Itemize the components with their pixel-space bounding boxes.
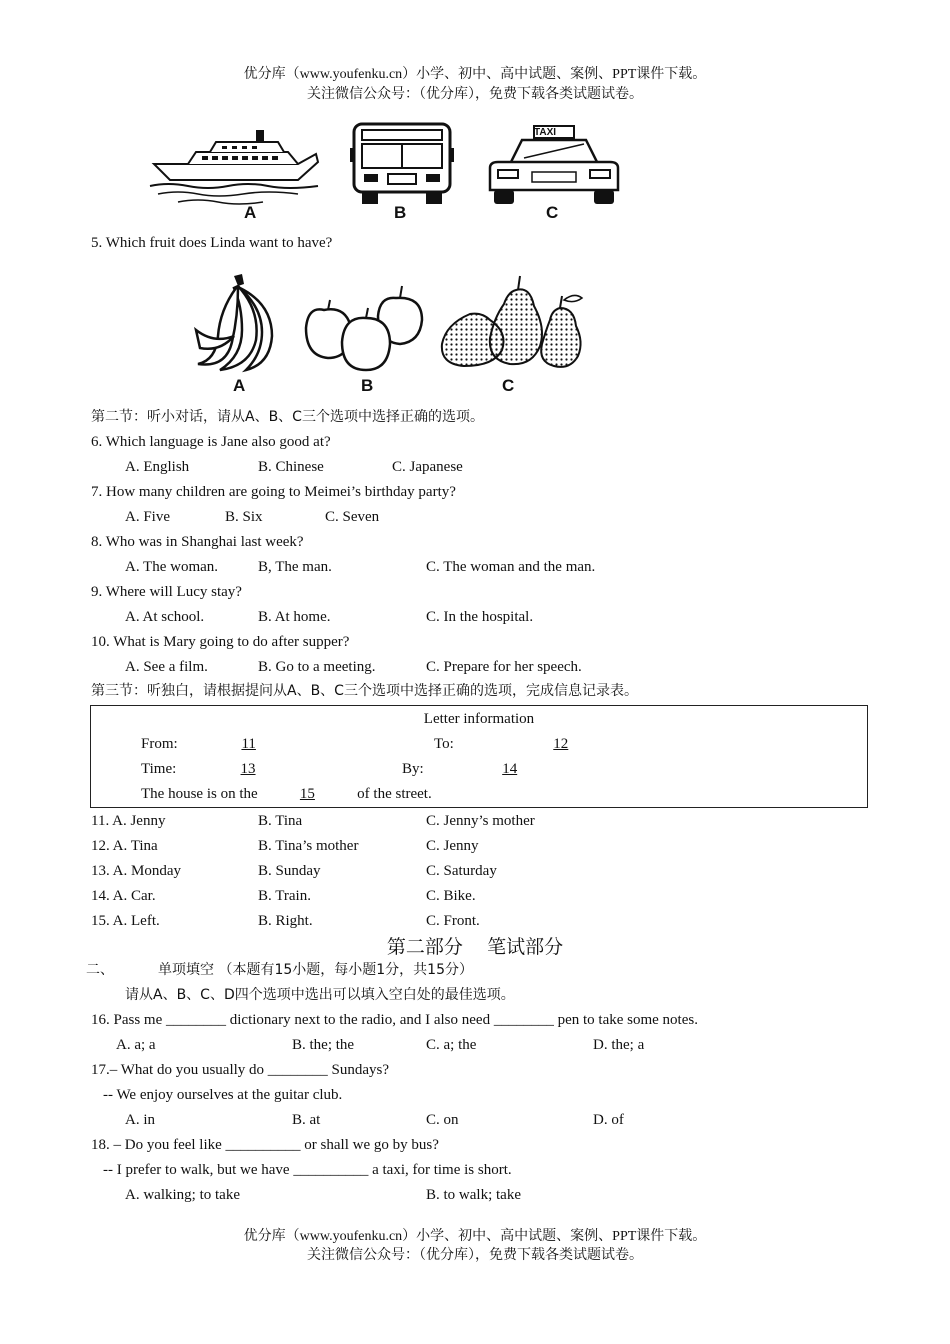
part-2-heading-number: 二、: [86, 962, 114, 978]
taxi-sign-text: TAXI: [534, 127, 557, 138]
fruit-label-c: C: [502, 376, 515, 395]
option-17b: B. at: [292, 1112, 321, 1128]
option-16d: D. the; a: [593, 1037, 645, 1053]
house-prefix: The house is on the: [141, 786, 262, 802]
option-11c: C. Jenny’s mother: [426, 813, 535, 829]
option-7b: B. Six: [225, 509, 263, 525]
to-label: To:: [434, 736, 454, 752]
option-11b: B. Tina: [258, 813, 303, 829]
option-9a: A. At school.: [125, 609, 205, 625]
option-13a: 13. A. Monday: [91, 863, 181, 879]
option-10a: A. See a film.: [125, 659, 208, 675]
option-13c: C. Saturday: [426, 863, 497, 879]
part-2-title: 第二部分 笔试部分: [386, 936, 564, 958]
option-6c: C. Japanese: [392, 459, 463, 475]
option-18b: B. to walk; take: [426, 1187, 521, 1203]
option-6a: A. English: [125, 459, 190, 475]
option-6b: B. Chinese: [258, 459, 324, 475]
header-line-2: 关注微信公众号：（优分库），免费下载各类试题试卷。: [307, 87, 643, 102]
header-line-1: 优分库（www.youfenku.cn）小学、初中、高中试题、案例、PPT课件下载。: [243, 67, 707, 82]
pear-icon: [434, 272, 590, 372]
part-2-instruction: 请从A、B、C、D四个选项中选出可以填入空白处的最佳选项。: [125, 987, 515, 1003]
blank-15: 15: [299, 786, 315, 802]
question-10: 10. What is Mary going to do after supper?: [91, 634, 350, 650]
option-9c: C. In the hospital.: [426, 609, 534, 625]
question-16: 16. Pass me ________ dictionary next to the radio, and I also need ________ pen to take some notes.: [91, 1012, 698, 1028]
question-6: 6. Which language is Jane also good at?: [91, 434, 331, 450]
question-17-reply: -- We enjoy ourselves at the guitar club.: [103, 1087, 343, 1103]
footer-line-2: 关注微信公众号：（优分库），免费下载各类试题试卷。: [307, 1248, 643, 1263]
option-9b: B. At home.: [258, 609, 331, 625]
question-18-reply: -- I prefer to walk, but we have __________ a taxi, for time is short.: [103, 1162, 512, 1178]
option-17d: D. of: [593, 1112, 624, 1128]
footer-line-1: 优分库（www.youfenku.cn）小学、初中、高中试题、案例、PPT课件下载。: [243, 1229, 707, 1244]
house-field: [141, 784, 432, 804]
blank-11: 11: [241, 736, 256, 752]
option-14c: C. Bike.: [426, 888, 476, 904]
option-15c: C. Front.: [426, 913, 480, 929]
option-16a: A. a; a: [116, 1037, 156, 1053]
section-3-heading: 第三节：听独白，请根据提问从A、B、C三个选项中选择正确的选项，完成信息记录表。: [91, 683, 638, 699]
option-10b: B. Go to a meeting.: [258, 659, 376, 675]
house-suffix: of the street.: [353, 786, 432, 802]
question-7: 7. How many children are going to Meimei’s birthday party?: [91, 484, 456, 500]
from-label: From:: [141, 736, 178, 752]
fruit-label-a: A: [233, 376, 246, 395]
option-15a: 15. A. Left.: [91, 913, 160, 929]
question-8: 8. Who was in Shanghai last week?: [91, 534, 304, 550]
table-title: Letter information: [423, 711, 535, 727]
ship-icon: [148, 118, 324, 210]
fruit-label-b: B: [361, 376, 374, 395]
picture-label-a: A: [244, 203, 257, 222]
apple-icon: [300, 284, 428, 374]
option-8b: B, The man.: [258, 559, 332, 575]
question-18: 18. – Do you feel like __________ or shall we go by bus?: [91, 1137, 439, 1153]
blank-13: 13: [240, 761, 256, 777]
option-11a: 11. A. Jenny: [91, 813, 166, 829]
option-14a: 14. A. Car.: [91, 888, 156, 904]
option-17c: C. on: [426, 1112, 459, 1128]
option-16c: C. a; the: [426, 1037, 477, 1053]
part-2-heading: 单项填空 （本题有15小题，每小题1分，共15分）: [158, 962, 473, 978]
option-14b: B. Train.: [258, 888, 311, 904]
option-18a: A. walking; to take: [125, 1187, 240, 1203]
option-8c: C. The woman and the man.: [426, 559, 596, 575]
option-12c: C. Jenny: [426, 838, 479, 854]
option-12b: B. Tina’s mother: [258, 838, 359, 854]
by-label: By:: [402, 761, 424, 777]
picture-label-b: B: [394, 203, 407, 222]
option-15b: B. Right.: [258, 913, 313, 929]
banana-icon: [190, 270, 280, 378]
from-field: [141, 734, 320, 754]
bus-icon: [348, 120, 456, 206]
blank-14: 14: [502, 761, 518, 777]
picture-label-c: C: [546, 203, 559, 222]
option-7a: A. Five: [125, 509, 170, 525]
option-16b: B. the; the: [292, 1037, 355, 1053]
option-13b: B. Sunday: [258, 863, 321, 879]
to-field: [434, 734, 668, 754]
option-7c: C. Seven: [325, 509, 380, 525]
option-8a: A. The woman.: [125, 559, 219, 575]
option-17a: A. in: [125, 1112, 155, 1128]
option-10c: C. Prepare for her speech.: [426, 659, 582, 675]
option-12a: 12. A. Tina: [91, 838, 158, 854]
time-field: [141, 759, 316, 779]
by-field: [402, 759, 596, 779]
question-5: 5. Which fruit does Linda want to have?: [91, 235, 333, 251]
question-9: 9. Where will Lucy stay?: [91, 584, 242, 600]
time-label: Time:: [141, 761, 181, 777]
blank-12: 12: [553, 736, 569, 752]
section-2-heading: 第二节：听小对话，请从A、B、C三个选项中选择正确的选项。: [91, 409, 484, 425]
question-17: 17.– What do you usually do ________ Sundays?: [91, 1062, 390, 1078]
